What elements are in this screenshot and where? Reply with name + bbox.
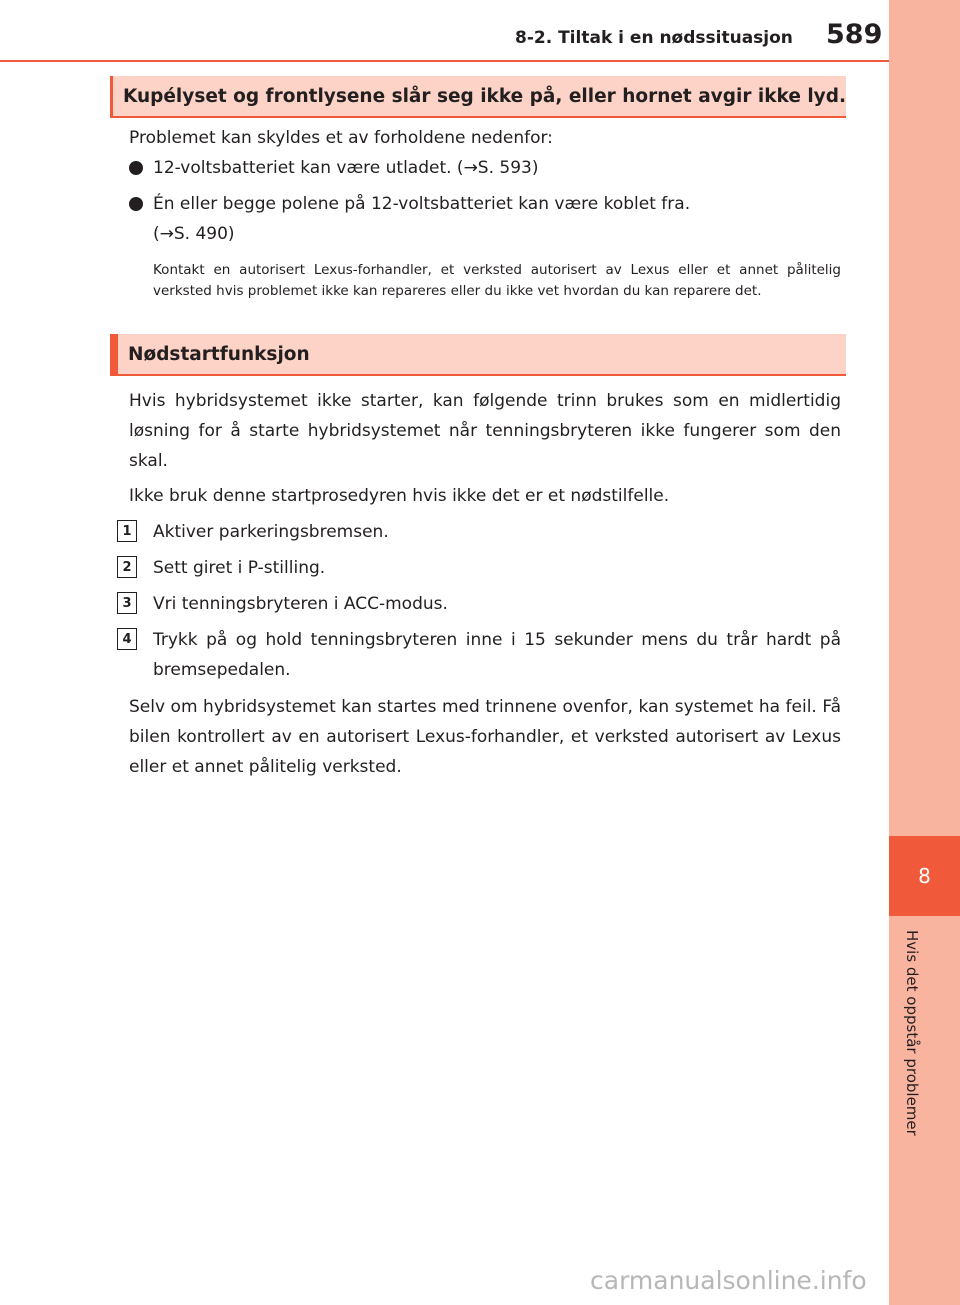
section2-intro: Hvis hybridsystemet ikke starter, kan følgende trinn brukes som en midlertidig løsning for å starte hybridsystemet når tenningsbryteren ikke fungerer som den skal. [129,391,841,471]
bullet-item: Én eller begge polene på 12-voltsbatteriet kan være koblet fra. (→S. 490) [153,194,691,244]
section1-note: Kontakt en autorisert Lexus-forhandler, et verksted autorisert av Lexus eller et annet pålitelig verksted hvis problemet ikke kan repareres eller du ikke vet hvordan du kan reparere det. [153,262,841,299]
step-number-1: 1 [117,520,137,542]
section-heading-text: Nødstartfunksjon [128,343,310,365]
step-text: Vri tenningsbryteren i ACC-modus. [153,594,448,614]
step-text: Aktiver parkeringsbremsen. [153,522,389,542]
bullet-icon [129,197,143,211]
section2-warning: Ikke bruk denne startprosedyren hvis ikke det er et nødstilfelle. [129,486,670,506]
step-text: Trykk på og hold tenningsbryteren inne i 15 sekunder mens du trår hardt på bremsepedalen. [153,630,841,680]
watermark: carmanualsonline.info [590,1266,867,1295]
section1-intro: Problemet kan skyldes et av forholdene nedenfor: [129,128,553,148]
chapter-title: 8-2. Tiltak i en nødssituasjon [515,28,793,48]
heading-accent-bar [110,334,118,374]
section-heading-text: Kupélyset og frontlysene slår seg ikke på, eller hornet avgir ikke lyd. [122,85,846,107]
step-number-2: 2 [117,556,137,578]
section2-closing: Selv om hybridsystemet kan startes med trinnene ovenfor, kan systemet ha feil. Få bilen kontrollert av en autorisert Lexus-forhandler, et verksted autorisert av Lexus eller et annet pålitelig verksted. [129,697,841,777]
header-rule [0,60,889,62]
section-heading-lights [110,76,846,118]
section-heading-emergency-start [110,334,846,376]
bullet-item: 12-voltsbatteriet kan være utladet. (→S. 593) [153,158,539,178]
chapter-label: Hvis det oppstår problemer [903,930,921,1136]
step-text: Sett giret i P-stilling. [153,558,326,578]
bullet-icon [129,161,143,175]
page-number: 589 [826,19,883,50]
chapter-number-tab: 8 [889,836,960,916]
step-number-3: 3 [117,592,137,614]
step-number-4: 4 [117,628,137,650]
